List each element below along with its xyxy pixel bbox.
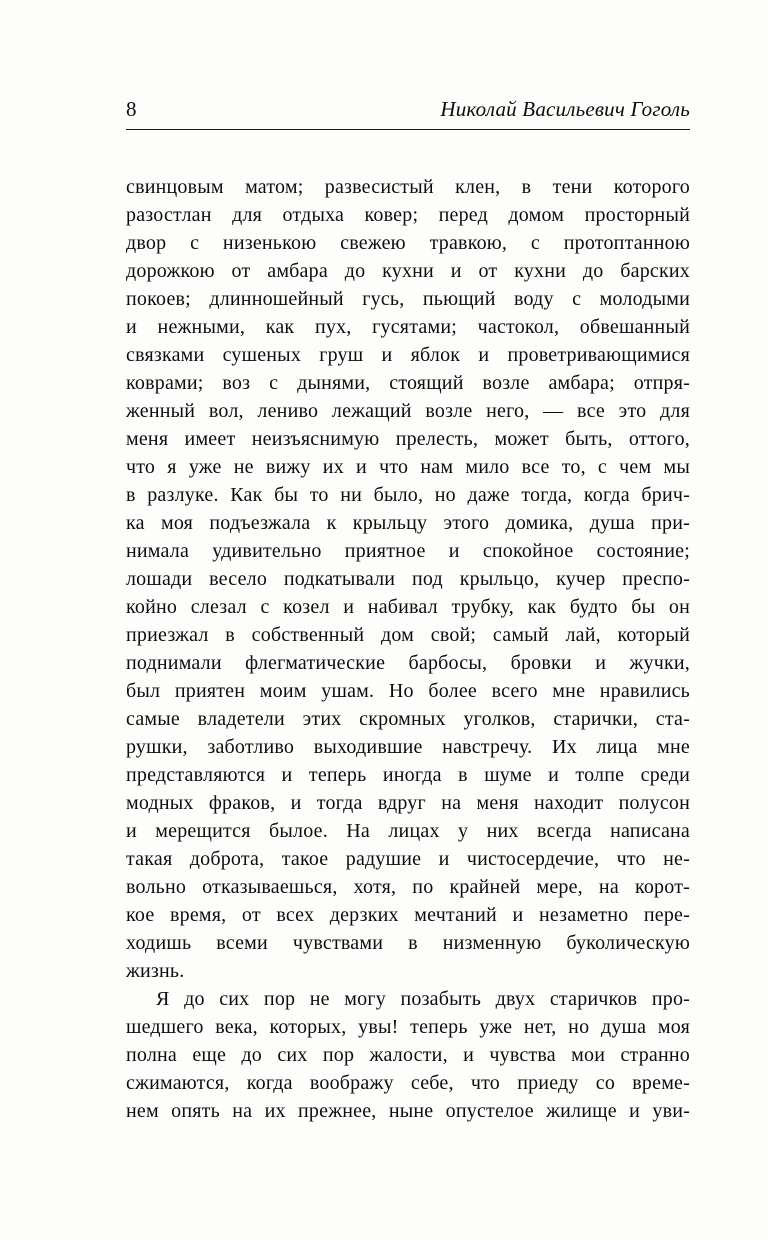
text-line: и мерещится былое. На лицах у них всегда написана xyxy=(126,820,690,842)
page-header xyxy=(126,97,690,130)
text-line: Я до сих пор не могу позабыть двух старичков про- xyxy=(156,988,690,1010)
text-line: модных фраков, и тогда вдруг на меня находит полусон xyxy=(126,792,690,814)
paragraph xyxy=(126,985,690,1125)
text-line: полна еще до сих пор жалости, и чувства мои странно xyxy=(126,1044,690,1066)
text-line: был приятен моим ушам. Но более всего мне нравились xyxy=(126,680,690,702)
paragraph xyxy=(126,173,690,985)
text-line: свинцовым матом; развесистый клен, в тени которого xyxy=(126,176,690,198)
text-line: шедшего века, которых, увы! теперь уже нет, но душа моя xyxy=(126,1016,690,1038)
text-line: жизнь. xyxy=(126,960,185,982)
text-line: коврами; воз с дынями, стоящий возле амбара; отпря- xyxy=(126,372,690,394)
text-line: вольно отказываешься, хотя, по крайней мере, на корот- xyxy=(126,876,690,898)
text-line: самые владетели этих скромных уголков, старички, ста- xyxy=(126,708,690,730)
text-line: дорожкою от амбара до кухни и от кухни до барских xyxy=(126,260,690,282)
text-line: нимала удивительно приятное и спокойное состояние; xyxy=(126,540,690,562)
text-line: двор с низенькою свежею травкою, с протоптанною xyxy=(126,232,690,254)
text-line: в разлуке. Как бы то ни было, но даже тогда, когда брич- xyxy=(126,484,690,506)
text-line: такая доброта, такое радушие и чистосердечие, что не- xyxy=(126,848,690,870)
text-line: разостлан для отдыха ковер; перед домом просторный xyxy=(126,204,690,226)
page-content xyxy=(126,97,690,1125)
text-line: поднимали флегматические барбосы, бровки и жучки, xyxy=(126,652,690,674)
text-line: ка моя подъезжала к крыльцу этого домика, душа при- xyxy=(126,512,690,534)
text-line: сжимаются, когда воображу себе, что приеду со време- xyxy=(126,1072,690,1094)
page-number: 8 xyxy=(126,97,137,121)
text-line: женный вол, лениво лежащий возле него, — все это для xyxy=(126,400,690,422)
text-line: кое время, от всех дерзких мечтаний и незаметно пере- xyxy=(126,904,690,926)
text-line: ходишь всеми чувствами в низменную буколическую xyxy=(126,932,690,954)
text-line: покоев; длинношейный гусь, пьющий воду с молодыми xyxy=(126,288,690,310)
text-line: связками сушеных груш и яблок и проветривающимися xyxy=(126,344,690,366)
body-text xyxy=(126,173,690,1125)
text-line: и нежными, как пух, гусятами; частокол, обвешанный xyxy=(126,316,690,338)
text-line: приезжал в собственный дом свой; самый лай, который xyxy=(126,624,690,646)
running-title: Николай Васильевич Гоголь xyxy=(440,97,690,121)
text-line: койно слезал с козел и набивал трубку, как будто бы он xyxy=(126,596,690,618)
text-line: что я уже не вижу их и что нам мило все то, с чем мы xyxy=(126,456,690,478)
text-line: рушки, заботливо выходившие навстречу. Их лица мне xyxy=(126,736,690,758)
text-line: нем опять на их прежнее, ныне опустелое жилище и уви- xyxy=(126,1100,690,1122)
text-line: представляются и теперь иногда в шуме и толпе среди xyxy=(126,764,690,786)
text-line: меня имеет неизъяснимую прелесть, может быть, оттого, xyxy=(126,428,690,450)
text-line: лошади весело подкатывали под крыльцо, кучер преспо- xyxy=(126,568,690,590)
